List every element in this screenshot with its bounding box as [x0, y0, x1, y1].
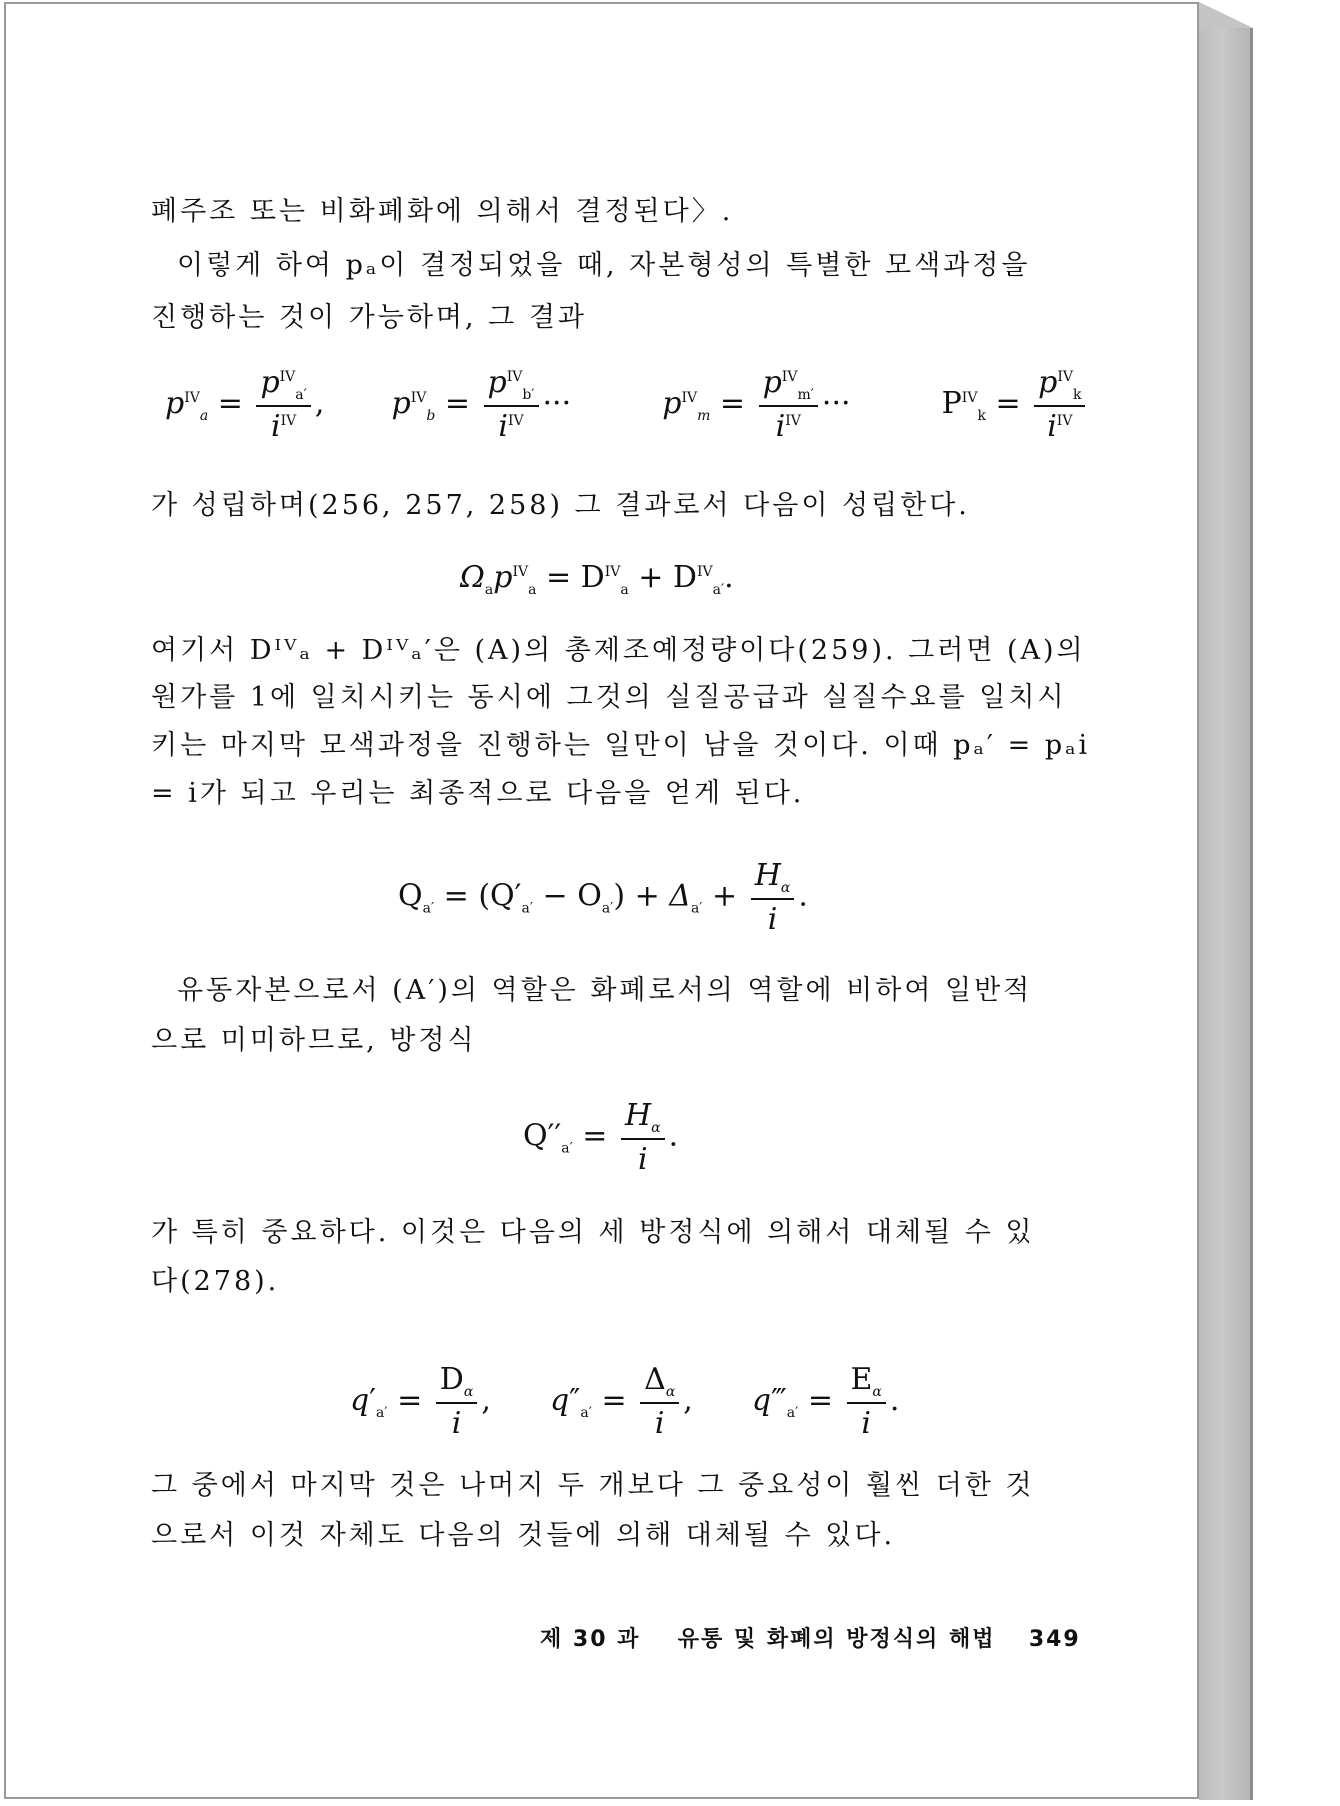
footer-chapter: 제 30 과	[540, 1627, 641, 1652]
eq1-term-a: $p^{IV}_a$ = $\frac{p^{IV}_{a'}}{i^{IV}}$ ,	[165, 365, 325, 444]
equation-3: $Q_{a'} = (Q'_{a'} - O_{a'}) + \Delta_{a'}$ + $\frac{H_\alpha}{i}$ .	[398, 858, 808, 937]
equation-4: $Q''_{a'}$ = $\frac{H_\alpha}{i}$ .	[523, 1098, 679, 1177]
text-line-10: 으로 미미하므로, 방정식	[151, 1025, 477, 1056]
text-line-6: 원가를 1에 일치시키는 동시에 그것의 실질공급과 실질수요를 일치시	[151, 682, 1067, 713]
text-line-11: 가 특히 중요하다. 이것은 다음의 세 방정식에 의해서 대체될 수 있	[151, 1217, 1035, 1248]
text-line-3: 진행하는 것이 가능하며, 그 결과	[151, 302, 587, 333]
text-line-8: = i가 되고 우리는 최종적으로 다음을 얻게 된다.	[151, 778, 805, 809]
eq1-term-m: $p^{IV}_m$ = $\frac{p^{IV}_{m'}}{i^{IV}}$ ···	[662, 365, 851, 444]
equation-5	[350, 1362, 899, 1441]
eq1-term-k: $P^{IV}_k$ = $\frac{p^{IV}_k}{i^{IV}}$	[942, 386, 1090, 421]
eq5-term-1: $q'_{a'}$ = $\frac{D_\alpha}{i}$ ,	[350, 1362, 491, 1441]
text-line-5: 여기서 Dᴵⱽₐ + Dᴵⱽₐ′은 (A)의 총제조예정량이다(259). 그러면 (A)의	[151, 635, 1086, 666]
eq1-term-b: $p^{IV}_b$ = $\frac{p^{IV}_{b'}}{i^{IV}}$ ···	[391, 365, 572, 444]
eq5-term-2: $q''_{a'}$ = $\frac{\Delta_\alpha}{i}$ ,	[549, 1362, 693, 1441]
book-edge-top	[1199, 2, 1253, 28]
text-line-14: 으로서 이것 자체도 다음의 것들에 의해 대체될 수 있다.	[151, 1520, 896, 1551]
page-footer	[540, 1622, 1081, 1653]
eq5-term-3: $q‴_{a'}$ = $\frac{E_\alpha}{i}$ .	[751, 1362, 900, 1441]
equation-2: $\Omega_ap^{IV}_a = D^{IV}_a + D^{IV}_{a'}$.	[460, 560, 734, 598]
text-line-13: 그 중에서 마지막 것은 나머지 두 개보다 그 중요성이 훨씬 더한 것	[151, 1470, 1035, 1501]
book-page-edges	[1199, 28, 1253, 1800]
footer-title: 유통 및 화폐의 방정식의 해법	[677, 1627, 996, 1652]
equation-1	[165, 365, 1082, 444]
text-line-7: 키는 마지막 모색과정을 진행하는 일만이 남을 것이다. 이때 pₐ′ = pₐi	[151, 730, 1091, 761]
page-number: 349	[1028, 1627, 1081, 1652]
text-line-9: 유동자본으로서 (A′)의 역할은 화폐로서의 역할에 비하여 일반적	[177, 975, 1033, 1006]
text-line-2: 이렇게 하여 pₐ이 결정되었을 때, 자본형성의 특별한 모색과정을	[177, 250, 1031, 281]
text-line-12: 다(278).	[151, 1266, 280, 1297]
text-line-4: 가 성립하며(256, 257, 258) 그 결과로서 다음이 성립한다.	[151, 490, 970, 521]
text-line-1: 폐주조 또는 비화폐화에 의해서 결정된다〉.	[151, 196, 734, 227]
